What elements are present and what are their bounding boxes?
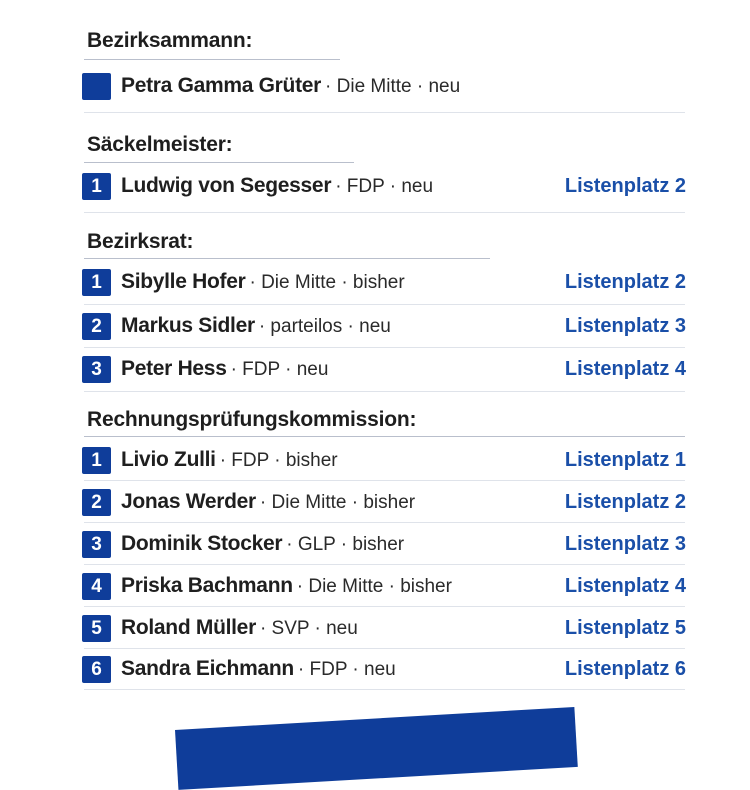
candidate-name: Roland Müller: [121, 616, 256, 639]
candidate-text: [121, 655, 396, 685]
bottom-banner: [175, 707, 578, 790]
candidate-meta: · FDP · neu: [230, 359, 329, 380]
candidate-name: Sibylle Hofer: [121, 270, 246, 293]
listenplatz-label: Listenplatz 2: [564, 175, 686, 197]
row-divider: [84, 391, 685, 392]
blank-badge-icon: [82, 73, 111, 100]
row-divider: [84, 648, 685, 649]
rank-badge: 3: [82, 356, 111, 383]
candidate-name: Peter Hess: [121, 357, 227, 380]
candidate-name: Petra Gamma Grüter: [121, 74, 322, 97]
candidate-text: [121, 488, 415, 518]
listenplatz-label: Listenplatz 3: [564, 315, 686, 337]
listenplatz-label: Listenplatz 6: [564, 658, 686, 680]
candidate-meta: · Die Mitte · bisher: [296, 576, 452, 597]
candidate-name: Jonas Werder: [121, 490, 256, 513]
row-divider: [84, 522, 685, 523]
listenplatz-label: Listenplatz 4: [564, 358, 686, 380]
candidate-meta: · FDP · bisher: [219, 450, 338, 471]
rank-badge: 1: [82, 447, 111, 474]
rank-badge: 2: [82, 489, 111, 516]
candidate-text: [121, 530, 404, 560]
heading-divider: [84, 258, 490, 259]
candidate-meta: · FDP · neu: [297, 659, 396, 680]
candidate-name: Markus Sidler: [121, 314, 255, 337]
candidate-name: Ludwig von Segesser: [121, 174, 332, 197]
candidate-text: [121, 572, 452, 602]
candidate-meta: · FDP · neu: [335, 176, 434, 197]
candidate-row: [82, 72, 686, 100]
candidate-name: Livio Zulli: [121, 448, 216, 471]
candidate-row: [82, 655, 686, 683]
rank-badge: 6: [82, 656, 111, 683]
row-divider: [84, 606, 685, 607]
row-divider: [84, 347, 685, 348]
listenplatz-label: Listenplatz 1: [564, 449, 686, 471]
candidate-meta: · Die Mitte · neu: [325, 76, 461, 97]
candidate-text: [121, 355, 328, 385]
candidate-row: [82, 355, 686, 383]
listenplatz-label: Listenplatz 2: [564, 271, 686, 293]
candidate-name: Dominik Stocker: [121, 532, 283, 555]
candidate-text: [121, 268, 405, 298]
candidate-meta: · SVP · neu: [259, 618, 358, 639]
row-divider: [84, 112, 685, 113]
candidate-meta: · parteilos · neu: [258, 316, 391, 337]
candidate-text: [121, 446, 338, 476]
candidate-row: [82, 614, 686, 642]
candidate-name: Priska Bachmann: [121, 574, 293, 597]
candidate-text: [121, 312, 391, 342]
row-divider: [84, 304, 685, 305]
section-heading-rechnungspruefungskommission: Rechnungsprüfungskommission:: [87, 408, 417, 431]
candidate-row: [82, 268, 686, 296]
row-divider: [84, 564, 685, 565]
candidate-meta: · Die Mitte · bisher: [249, 272, 405, 293]
heading-divider: [84, 436, 685, 437]
rank-badge: 1: [82, 173, 111, 200]
section-heading-bezirksammann: Bezirksammann:: [87, 29, 253, 52]
candidate-row: [82, 572, 686, 600]
row-divider: [84, 480, 685, 481]
candidate-meta: · GLP · bisher: [286, 534, 405, 555]
section-heading-saeckelmeister: Säckelmeister:: [87, 133, 233, 156]
rank-badge: 5: [82, 615, 111, 642]
listenplatz-label: Listenplatz 3: [564, 533, 686, 555]
candidate-row: [82, 446, 686, 474]
candidate-row: [82, 172, 686, 200]
candidate-text: [121, 614, 358, 644]
rank-badge: 4: [82, 573, 111, 600]
candidate-text: [121, 172, 433, 202]
candidate-text: [121, 72, 460, 102]
heading-divider: [84, 162, 354, 163]
heading-divider: [84, 59, 340, 60]
candidate-row: [82, 488, 686, 516]
candidate-meta: · Die Mitte · bisher: [259, 492, 416, 513]
rank-badge: 3: [82, 531, 111, 558]
candidate-name: Sandra Eichmann: [121, 657, 294, 680]
candidate-row: [82, 312, 686, 340]
listenplatz-label: Listenplatz 4: [564, 575, 686, 597]
listenplatz-label: Listenplatz 2: [564, 491, 686, 513]
rank-badge: 2: [82, 313, 111, 340]
listenplatz-label: Listenplatz 5: [564, 617, 686, 639]
candidate-row: [82, 530, 686, 558]
section-heading-bezirksrat: Bezirksrat:: [87, 230, 194, 253]
rank-badge: 1: [82, 269, 111, 296]
row-divider: [84, 212, 685, 213]
row-divider: [84, 689, 685, 690]
